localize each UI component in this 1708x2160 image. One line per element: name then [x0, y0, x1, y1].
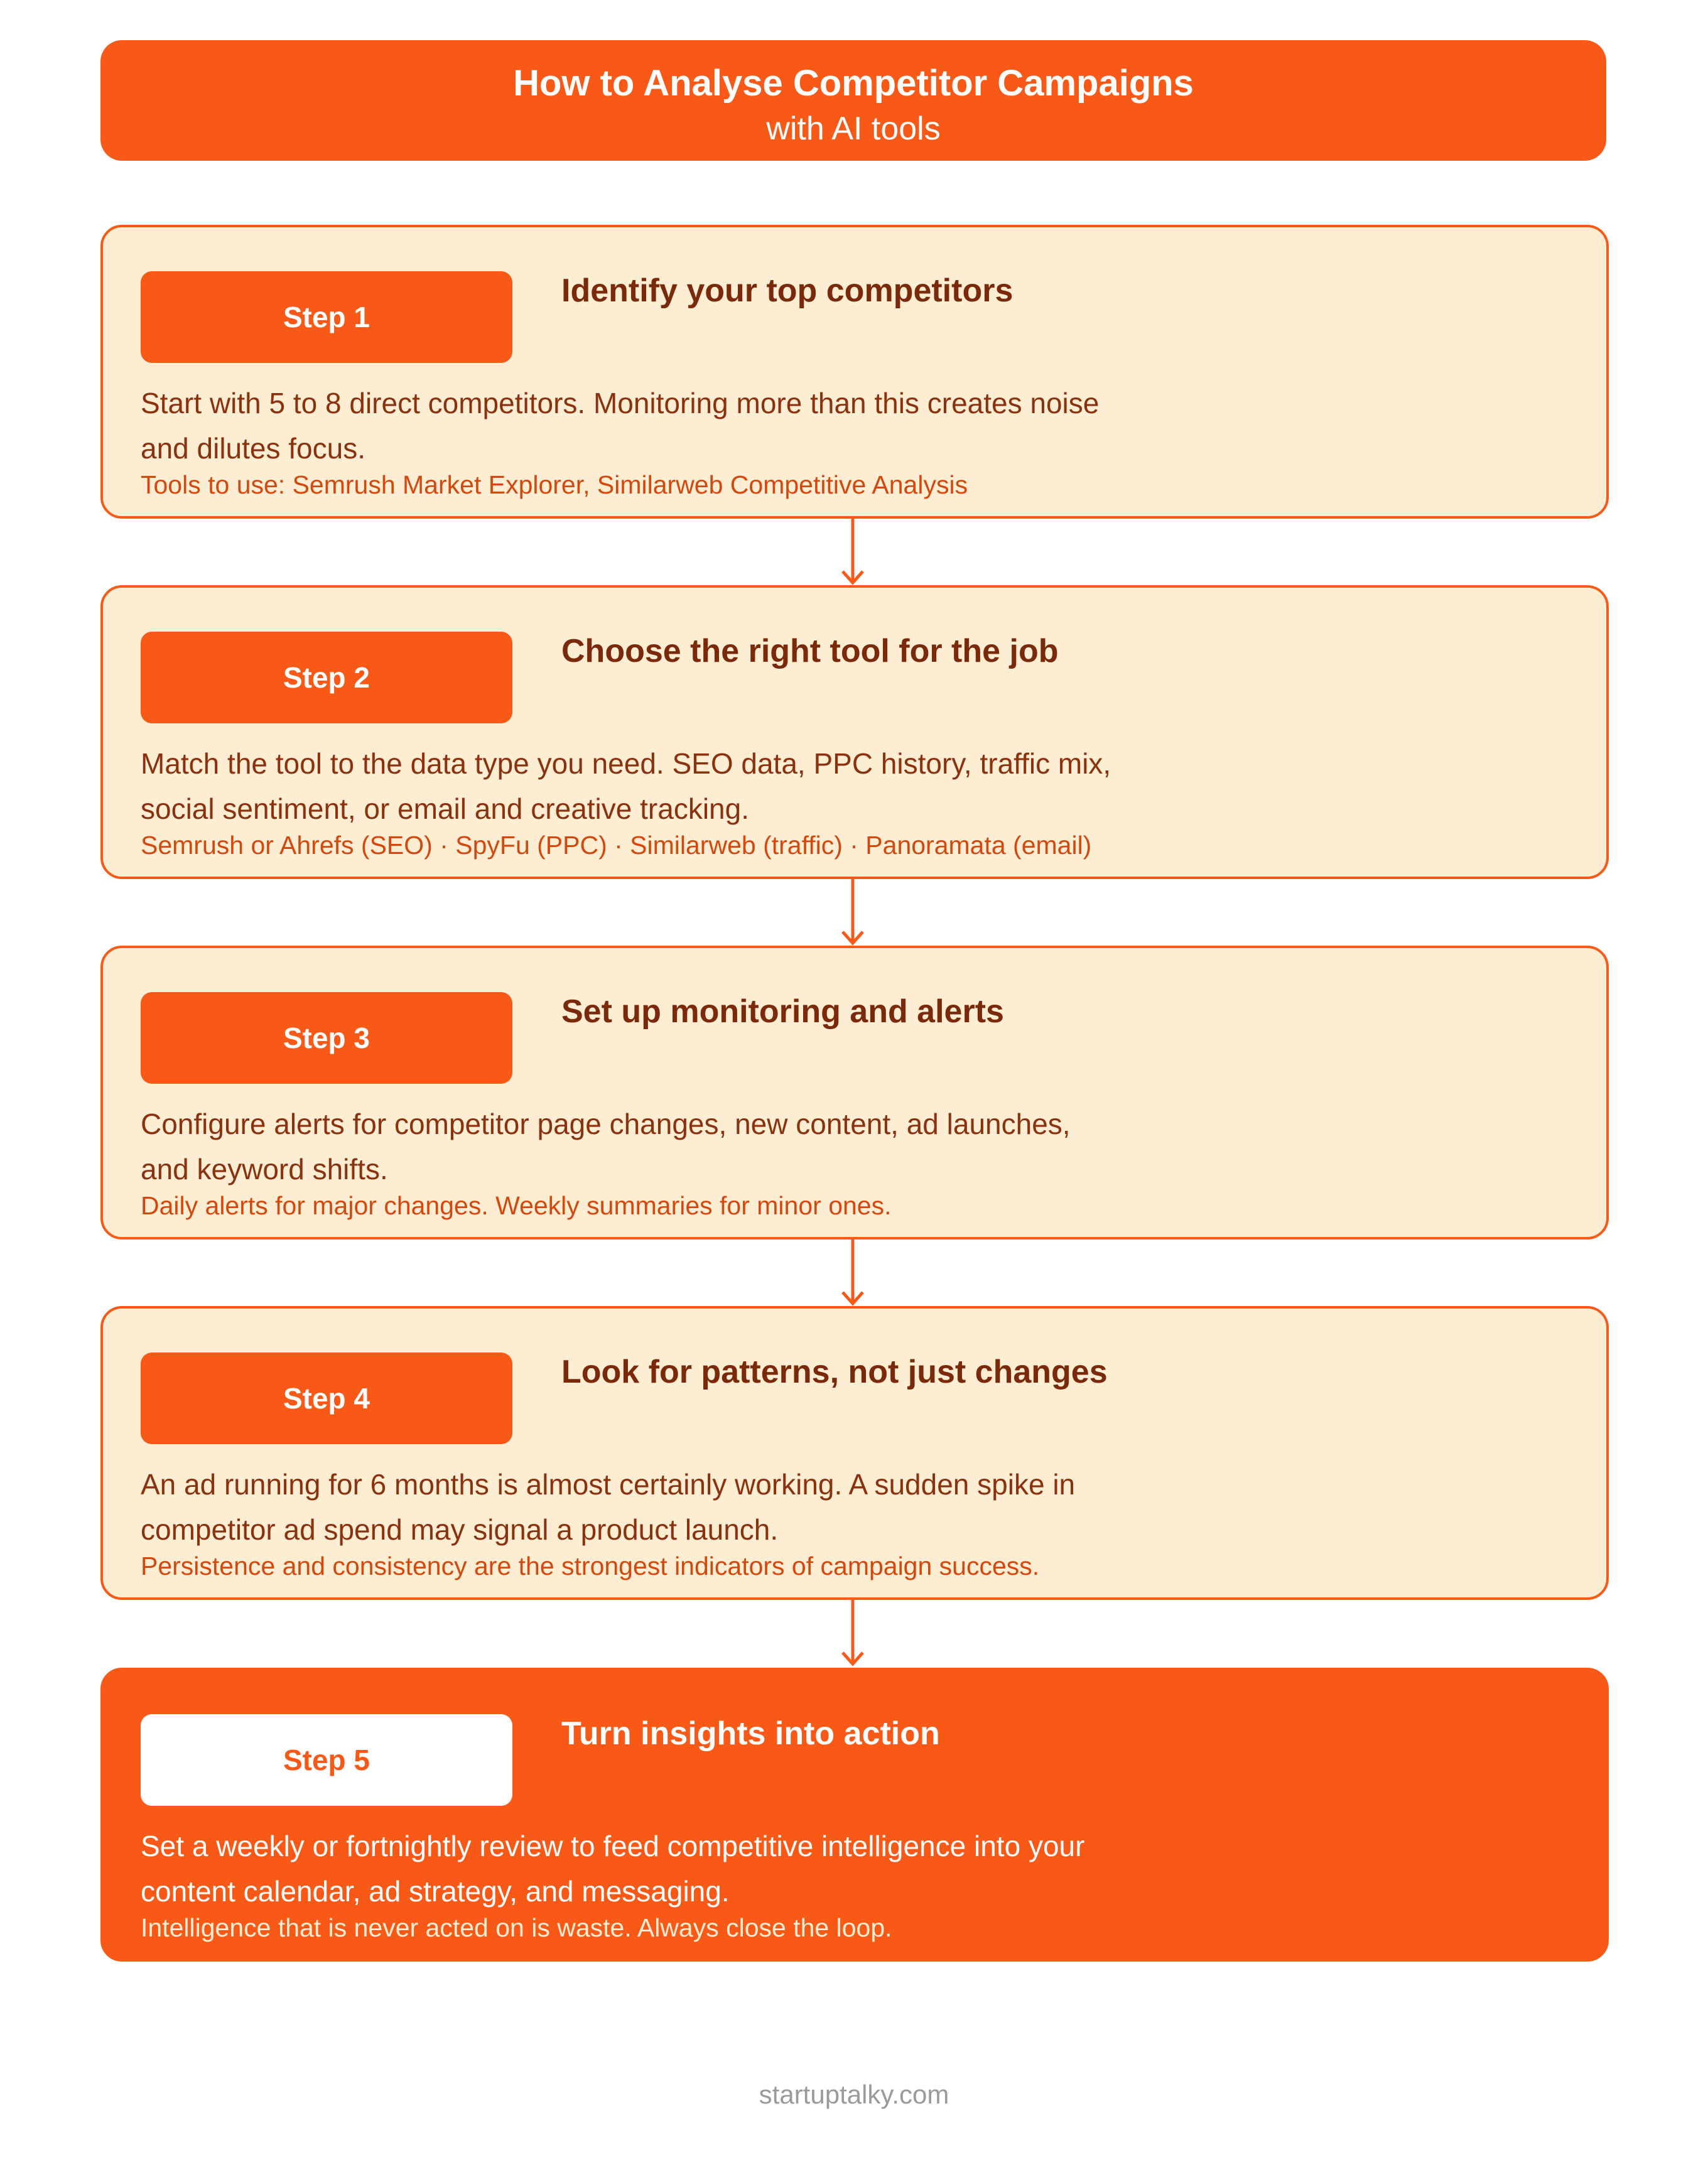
step-card-1 [100, 225, 1609, 519]
step-description-5: Set a weekly or fortnightly review to feed competitive intelligence into your content calendar, ad strategy, and messaging. [141, 1830, 1085, 1908]
step-heading-3: Set up monitoring and alerts [561, 993, 1004, 1030]
step-heading-2: Choose the right tool for the job [561, 633, 1059, 669]
step-card-4 [100, 1306, 1609, 1600]
arrow-down-icon [840, 1599, 865, 1668]
step-card-5 [100, 1668, 1609, 1962]
page-title: How to Analyse Competitor Campaigns [513, 63, 1194, 104]
title-banner [100, 40, 1606, 161]
step-note-5: Intelligence that is never acted on is waste. Always close the loop. [141, 1913, 892, 1942]
step-badge-1: Step 1 [141, 271, 512, 363]
step-card-3 [100, 946, 1609, 1239]
step-card-2 [100, 585, 1609, 879]
arrow-down-icon [840, 1238, 865, 1307]
step-note-4: Persistence and consistency are the strongest indicators of campaign success. [141, 1552, 1040, 1580]
step-description-2: Match the tool to the data type you need. SEO data, PPC history, traffic mix, social sentiment, or email and creative tracking. [141, 747, 1111, 825]
step-note-1: Tools to use: Semrush Market Explorer, Similarweb Competitive Analysis [141, 470, 968, 499]
page-subtitle: with AI tools [766, 111, 941, 147]
step-description-3: Configure alerts for competitor page changes, new content, ad launches, and keyword shifts. [141, 1108, 1071, 1185]
step-badge-4: Step 4 [141, 1353, 512, 1444]
arrow-down-icon [840, 517, 865, 586]
source-credit: startuptalky.com [759, 2080, 949, 2109]
step-description-1: Start with 5 to 8 direct competitors. Monitoring more than this creates noise and dilutes focus. [141, 387, 1100, 465]
step-note-3: Daily alerts for major changes. Weekly summaries for minor ones. [141, 1191, 892, 1220]
step-description-4: An ad running for 6 months is almost certainly working. A sudden spike in competitor ad spend may signal a product launch. [141, 1468, 1076, 1546]
step-badge-3: Step 3 [141, 992, 512, 1084]
step-badge-5: Step 5 [141, 1714, 512, 1806]
step-heading-5: Turn insights into action [561, 1715, 940, 1752]
step-badge-2: Step 2 [141, 632, 512, 723]
arrow-down-icon [840, 878, 865, 947]
step-heading-4: Look for patterns, not just changes [561, 1354, 1108, 1390]
step-note-2: Semrush or Ahrefs (SEO) · SpyFu (PPC) · Similarweb (traffic) · Panoramata (email) [141, 831, 1092, 860]
step-heading-1: Identify your top competitors [561, 273, 1013, 309]
